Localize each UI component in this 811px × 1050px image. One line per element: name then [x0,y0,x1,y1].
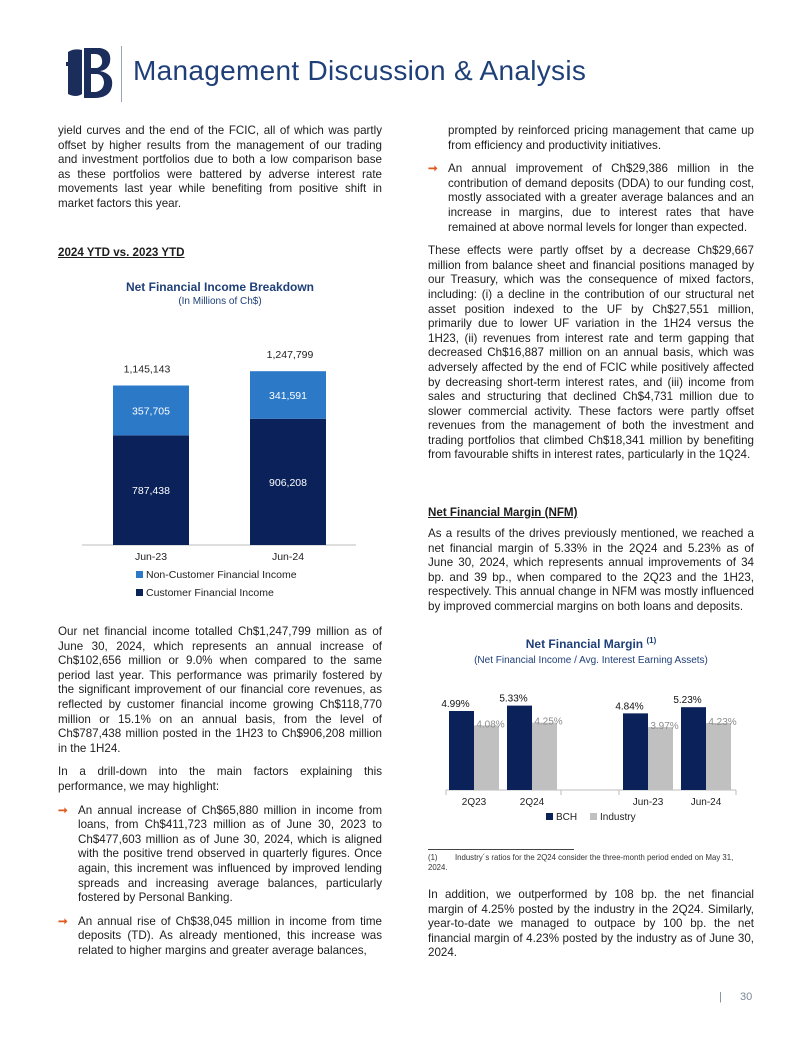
chart1-total-label: 1,247,799 [266,349,314,362]
chart2-bar-bch-2q24 [507,706,532,790]
chart2-bar-bch-jun-24 [681,707,706,790]
chart2-data-label: 4.08% [476,719,505,731]
chart1-subtitle: (In Millions of Ch$) [178,296,262,307]
section-heading-ytd: 2024 YTD vs. 2023 YTD [58,246,185,259]
chart2-bar-bch-jun-23 [623,713,648,790]
arrow-icon: ➞ [58,914,68,928]
chart2-data-label: 3.97% [650,721,679,733]
chart1-legend-swatch [136,589,143,596]
arrow-icon: ➞ [428,162,438,176]
chart1-data-label: 341,591 [269,389,307,402]
chart2-bar-industry-jun-24 [706,723,731,790]
bullet-loans [58,804,382,906]
right-closing [428,888,754,970]
paragraph-nfi-total: Our net financial income totalled Ch$1,247,799 million as of June 30, 2024, which represents an annual increase of Ch$102,656 million or 9.0% when compared to the same period last year. This performance was primarily fostered by the significant improvement of our financial core revenues, as reflected by customer financial income growing Ch$118,770 million or 15.1% on an annual basis, from the level of Ch$787,438 million posted in the 1H23 to Ch$906,208 million in the 1H24. [58,625,382,755]
chart2-data-label: 4.99% [441,698,470,710]
nfm-body [428,527,754,624]
chart2-title [428,636,754,651]
paragraph-drilldown: In a drill-down into the main factors explaining this performance, we may highlight: [58,765,382,793]
company-logo [64,44,116,100]
bullet-continuation: prompted by reinforced pricing management that came up from efficiency and productivity initiatives. [448,124,754,152]
chart1-title: Net Financial Income Breakdown [125,280,315,294]
paragraph-outperform: In addition, we outperformed by 108 bp. the net financial margin of 4.25% posted by the industry in the 2Q24. Similarly, year-to-date we managed to outpace by 100 bp. the net financial margin of 4.23% posted by the industry as of June 30, 2024. [428,888,754,960]
page-separator: | [719,991,722,1003]
right-body [428,124,754,472]
chart1-category-label: Jun-23 [134,551,168,563]
footnote-marker: (1) [428,853,438,862]
chart1-legend-label: Customer Financial Income [146,587,274,599]
footnote-text: Industry´s ratios for the 2Q24 consider the three-month period ended on May 31, 2024. [428,853,734,872]
chart2-data-label: 4.25% [534,716,563,728]
net-financial-income-chart [58,320,382,615]
chart2-bar-bch-2q23 [449,711,474,790]
chart2-category-label: Jun-23 [632,797,664,808]
chart1-category-label: Jun-24 [271,551,305,563]
paragraph-treasury: These effects were partly offset by a decrease Ch$29,667 million from balance sheet and financial positions managed by our Treasury, which was the consequence of mixed factors, including: (i) a decline in the contribution of our structural net asset position indexed to the UF by Ch$27,551 million, primarily due to lower UF variation in the 1H24 versus the 1H23, (ii) revenues from interest rate and term gapping that decreased Ch$16,887 million on an annual basis, which was adversely affected by the end of FCIC while positively affected by decreasing short-term interest rates, and (iii) income from sales and structuring that declined Ch$4,731 million due to slower commercial activity. These factors were partly offset revenues from the management of both the investment and trading portfolios that climbed Ch$18,341 million by benefiting from favourable shifts in interest rates, particularly in the 1Q24. [428,244,754,462]
page-number: 30 [740,991,753,1003]
page-title: Management Discussion & Analysis [133,55,587,86]
bullet-time-deposits-text: An annual rise of Ch$38,045 million in income from time deposits (TD). As already mentioned, this increase was related to higher margins and greater average balances, [78,914,382,957]
chart1-legend-swatch [136,571,143,578]
chart2-data-label: 5.23% [673,695,702,707]
chart2-title-superscript: (1) [646,636,657,645]
chart2-subtitle: (Net Financial Income / Avg. Interest Earning Assets) [474,655,708,666]
chart2-bar-industry-jun-23 [648,727,673,790]
paragraph-nfm: As a results of the drives previously mentioned, we reached a net financial margin of 5.33% in the 2Q24 and 5.23% as of June 30, 2024, which represents annual improvements of 34 bp. and 39 bp., when compared to the 2Q23 and the 1H23, respectively. This annual change in NFM was mostly influenced by improved commercial margins on both loans and deposits. [428,527,754,613]
section-heading-nfm: Net Financial Margin (NFM) [428,506,578,519]
chart1-data-label: 787,438 [132,485,170,498]
chart2-bar-industry-2q24 [532,723,557,790]
bullet-time-deposits [58,915,382,959]
chart2-data-label: 5.33% [499,693,528,705]
footnote-rule [428,849,574,850]
chart2-bar-industry-2q23 [474,725,499,790]
left-body [58,625,382,967]
bullet-loans-text: An annual increase of Ch$65,880 million in income from loans, from Ch$411,723 million as of June 30, 2023 to Ch$477,603 million as of June 30, 2024, which is aligned with the positive trend observed in quarterly figures. Once again, this increment was influenced by improved lending spreads and increasing average balances, particularly fostered by Personal Banking. [78,803,382,905]
chart2-category-label: 2Q24 [519,797,545,808]
chart1-legend-label: Non-Customer Financial Income [146,569,297,581]
left-intro [58,124,382,221]
chart2-category-label: Jun-24 [690,797,722,808]
intro-paragraph: yield curves and the end of the FCIC, all of which was partly offset by higher results from the management of our trading and investment portfolios due to both a low comparison base as these portfolios were battered by adverse interest rate movements last year while benefiting from positive shift in market factors this year. [58,124,382,210]
header-divider [121,46,122,102]
bullet-dda [428,162,754,235]
chart2-data-label: 4.23% [708,717,737,729]
arrow-icon: ➞ [58,803,68,817]
net-financial-margin-chart [428,676,754,836]
chart2-legend-swatch [590,813,597,820]
chart2-legend-label: Industry [600,812,636,823]
chart2-title-text: Net Financial Margin [525,637,644,651]
chart1-total-label: 1,145,143 [123,363,171,376]
chart2-legend-label: BCH [556,812,578,823]
chart2-category-label: 2Q23 [461,797,487,808]
chart2-legend-swatch [546,813,553,820]
chart1-data-label: 357,705 [132,405,170,418]
chart1-data-label: 906,208 [269,476,307,489]
bullet-dda-text: An annual improvement of Ch$29,386 million in the contribution of demand deposits (DDA) to our funding cost, mostly associated with a greater average balances and an increase in margins, due to interest rates that have remained at above normal levels for longer than expected. [448,162,754,234]
footnote [428,853,754,873]
chart2-data-label: 4.84% [615,701,644,713]
